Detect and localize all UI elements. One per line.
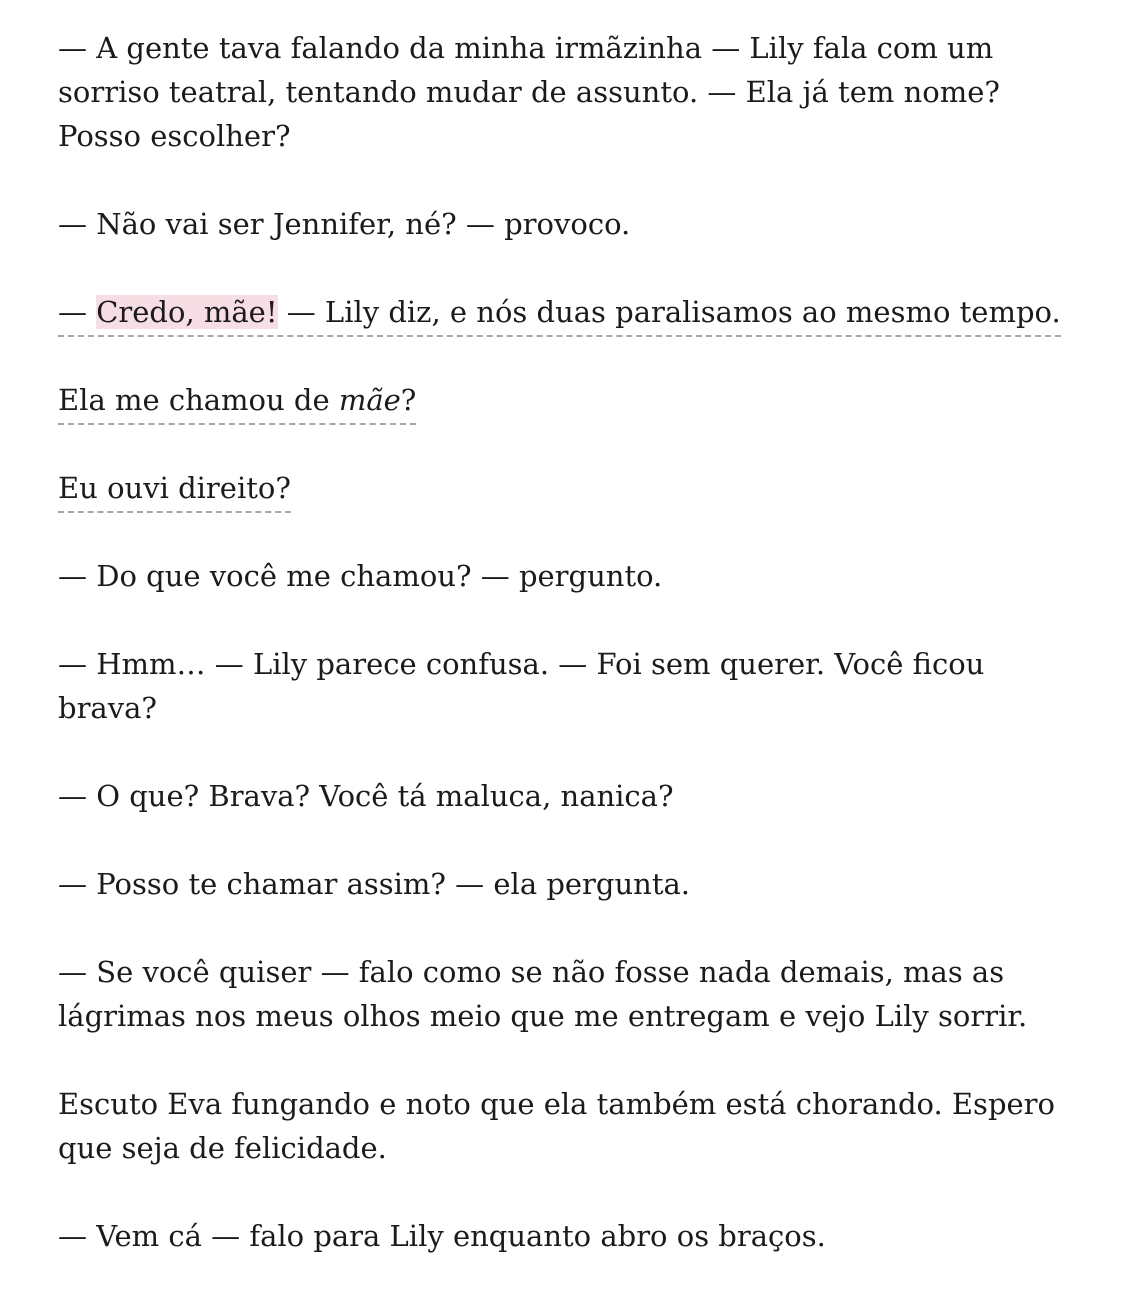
paragraph-7: — Hmm… — Lily parece confusa. — Foi sem querer. Você ficou brava? xyxy=(58,647,994,725)
paragraph-4-after: ? xyxy=(400,383,417,417)
paragraph-6: — Do que você me chamou? — pergunto. xyxy=(58,559,663,593)
paragraph-3[interactable] xyxy=(58,290,1088,334)
dashed-underline-annotation[interactable]: Eu ouvi direito? xyxy=(58,471,291,513)
paragraph-4-before: Ela me chamou de xyxy=(58,383,339,417)
paragraph-4[interactable] xyxy=(58,378,1088,422)
paragraph-1: — A gente tava falando da minha irmãzinha — Lily fala com um sorriso teatral, tentando mudar de assunto. — Ela já tem nome? Posso escolher? xyxy=(58,31,1010,153)
dashed-underline-annotation[interactable] xyxy=(58,295,1061,337)
paragraph-8: — O que? Brava? Você tá maluca, nanica? xyxy=(58,779,674,813)
emphasized-word: mãe xyxy=(338,383,401,417)
paragraph-2: — Não vai ser Jennifer, né? — provoco. xyxy=(58,207,631,241)
paragraph-5[interactable] xyxy=(58,466,1088,510)
dashed-underline-annotation[interactable] xyxy=(58,383,416,425)
highlighted-text[interactable]: Credo, mãe! xyxy=(96,295,278,329)
paragraph-3-suffix: — Lily diz, e nós duas paralisamos ao mesmo tempo. xyxy=(277,295,1061,329)
book-page xyxy=(58,26,1088,1302)
paragraph-10: — Se você quiser — falo como se não fosse nada demais, mas as lágrimas nos meus olhos meio que me entregam e vejo Lily sorrir. xyxy=(58,955,1028,1033)
paragraph-9: — Posso te chamar assim? — ela pergunta. xyxy=(58,867,690,901)
paragraph-3-prefix: — xyxy=(58,295,97,329)
paragraph-11: Escuto Eva fungando e noto que ela também está chorando. Espero que seja de felicidade. xyxy=(58,1087,1065,1165)
paragraph-12: — Vem cá — falo para Lily enquanto abro os braços. xyxy=(58,1219,826,1253)
